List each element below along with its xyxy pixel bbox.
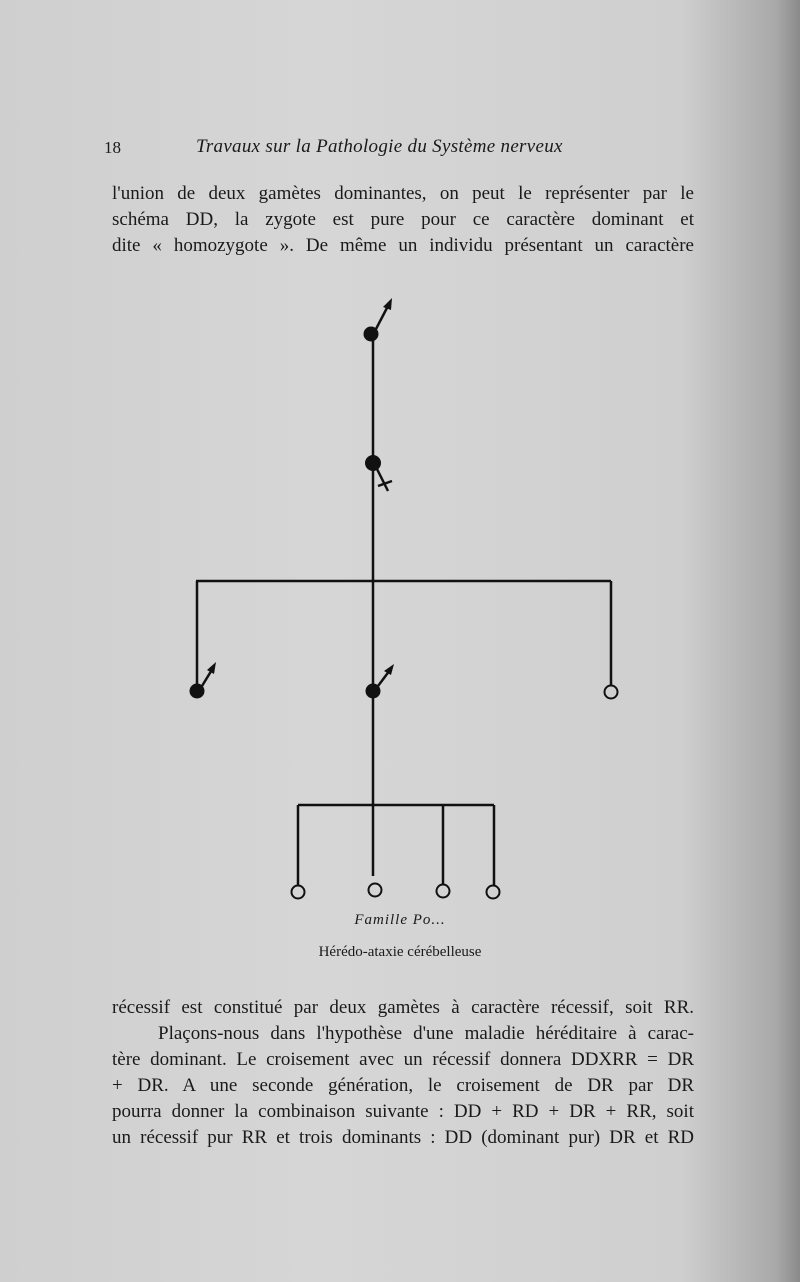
text-line: + DR. A une seconde génération, le croisement de DR par DR — [112, 1075, 694, 1096]
pedigree-chart — [0, 290, 800, 910]
text-line: récessif est constitué par deux gamètes à caractère récessif, soit RR. — [112, 997, 694, 1018]
text-line: schéma DD, la zygote est pure pour ce caractère dominant et — [112, 209, 694, 230]
individual-gen2-left-male-affected — [190, 662, 217, 699]
text-line: Plaçons-nous dans l'hypothèse d'une maladie héréditaire à carac- — [158, 1023, 694, 1044]
running-header — [104, 136, 704, 166]
figure-caption-subtitle: Hérédo-ataxie cérébelleuse — [318, 944, 482, 960]
text-line: un récessif pur RR et trois dominants : DD (dominant pur) DR et RD — [112, 1127, 694, 1148]
individual-gen3-4-unaffected — [487, 886, 500, 899]
bottom-paragraph — [112, 995, 694, 1151]
individual-gen2-right-unaffected — [605, 686, 618, 699]
text-line: tère dominant. Le croisement avec un récessif donnera DDXRR = DR — [112, 1049, 694, 1070]
text-line: dite « homozygote ». De même un individu présentant un caractère — [112, 235, 694, 256]
top-paragraph — [112, 181, 694, 259]
figure-caption-title: Famille Po... — [354, 912, 446, 928]
text-line: pourra donner la combinaison suivante : DD + RD + DR + RR, soit — [112, 1101, 694, 1122]
individual-gen2-center-male-affected — [366, 664, 395, 699]
page-number: 18 — [104, 138, 121, 157]
text-line: l'union de deux gamètes dominantes, on peut le représenter par le — [112, 183, 694, 204]
individual-gen3-2-unaffected — [369, 884, 382, 897]
individual-gen1-male-affected — [364, 298, 393, 342]
individual-gen3-1-unaffected — [292, 886, 305, 899]
individual-gen3-3-unaffected — [437, 885, 450, 898]
individual-gen1-female-affected — [365, 455, 392, 491]
running-title: Travaux sur la Pathologie du Système nerveux — [196, 136, 563, 157]
